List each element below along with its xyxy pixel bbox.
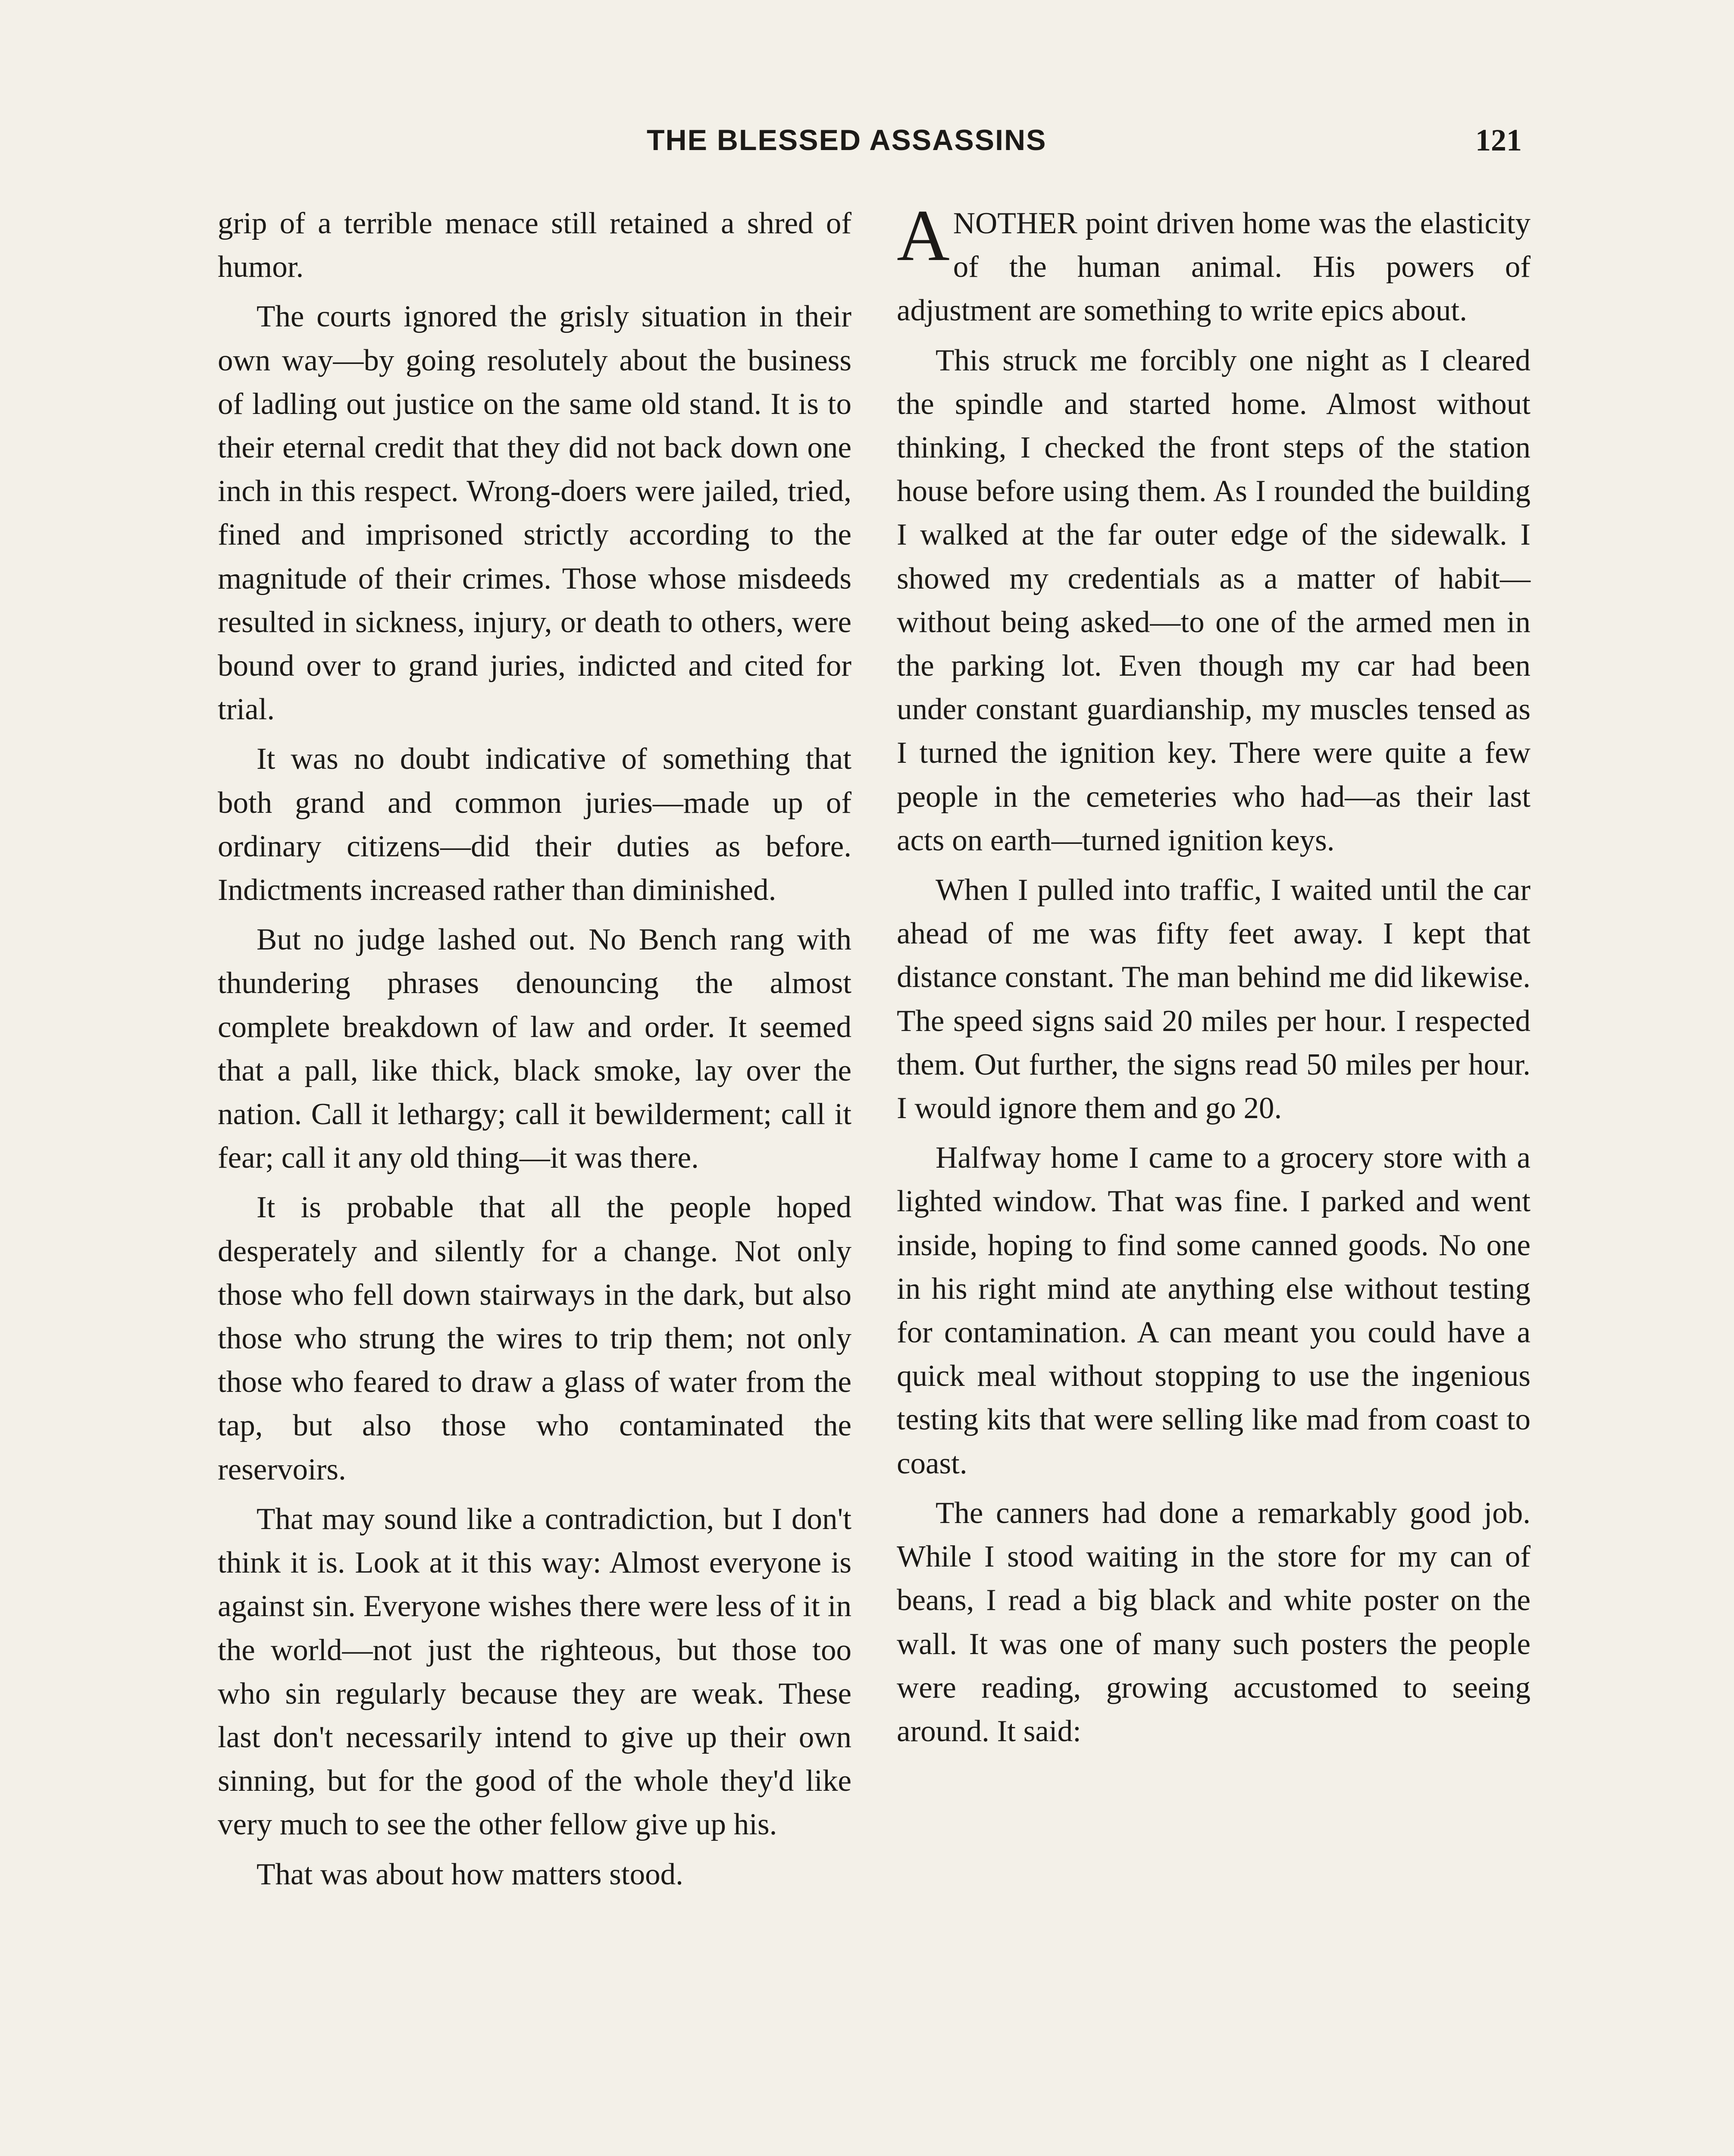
- paragraph: grip of a terrible menace still retained a shred of humor.: [218, 207, 851, 284]
- paragraph: This struck me forcibly one night as I cleared the spindle and started home. Almost without thinking, I checked the front steps of the station house before using them. As I rounded the building I walked at the far outer edge of the sidewalk. I showed my credentials as a matter of habit—without being asked—to one of the armed men in the parking lot. Even though my car had been under constant guardianship, my muscles tensed as I turned the ignition key. There were quite a few people in the cemeteries who had—as their last acts on earth—turned ignition keys.: [897, 343, 1531, 857]
- paragraph: Halfway home I came to a grocery store with a lighted window. That was fine. I parked and went inside, hoping to find some canned goods. No one in his right mind ate anything else without testing for contamination. A can meant you could have a quick meal without stopping to use the ingenious testing kits that were selling like mad from coast to coast.: [897, 1141, 1531, 1480]
- page-number: 121: [1475, 123, 1522, 157]
- left-column: [218, 202, 851, 1902]
- right-column: [897, 195, 1531, 1759]
- paragraph: But no judge lashed out. No Bench rang with thundering phrases denouncing the almost complete breakdown of law and order. It seemed that a pall, like thick, black smoke, lay over the nation. Call it lethargy; call it bewilderment; call it fear; call it any old thing—it was there.: [218, 923, 851, 1175]
- paragraph: It is probable that all the people hoped desperately and silently for a change. Not only those who fell down stairways in the dark, but also those who strung the wires to trip them; not only those who feared to draw a glass of water from the tap, but also those who contaminated the reservoirs.: [218, 1191, 851, 1486]
- paragraph: When I pulled into traffic, I waited until the car ahead of me was fifty feet away. I kept that distance constant. The man behind me did likewise. The speed signs said 20 miles per hour. I respected them. Out further, the signs read 50 miles per hour. I would ignore them and go 20.: [897, 873, 1531, 1125]
- paragraph: The canners had done a remarkably good job. While I stood waiting in the store for my can of beans, I read a big black and white poster on the wall. It was one of many such posters the people were reading, growing accustomed to seeing around. It said:: [897, 1496, 1531, 1748]
- paragraph: That was about how matters stood.: [257, 1857, 683, 1891]
- paragraph: It was no doubt indicative of something that both grand and common juries—made up of ordinary citizens—did their duties as before. Indictments increased rather than diminished.: [218, 742, 851, 907]
- paragraph: The courts ignored the grisly situation in their own way—by going resolutely about the business of ladling out justice on the same old stand. It is to their eternal credit that they did not back down one inch in this respect. Wrong-doers were jailed, tried, fined and imprisoned strictly according to the magnitude of their crimes. Those whose misdeeds resulted in sickness, injury, or death to others, were bound over to grand juries, indicted and cited for trial.: [218, 300, 851, 727]
- page-header: [647, 116, 1522, 164]
- opening-text: NOTHER point driven home was the elasticity of the human animal. His powers of adjustment are something to write epics about.: [897, 207, 1531, 328]
- running-title: THE BLESSED ASSASSINS: [647, 124, 1047, 157]
- section-opening-paragraph: [897, 195, 1531, 333]
- paragraph: That may sound like a contradiction, but I don't think it is. Look at it this way: Almost everyone is against sin. Everyone wishes there were less of it in the world—not just the righteous, but those too who sin regularly because they are weak. These last don't necessarily intend to give up their own sinning, but for the good of the whole they'd like very much to see the other fellow give up his.: [218, 1502, 851, 1842]
- drop-cap: A: [897, 195, 950, 276]
